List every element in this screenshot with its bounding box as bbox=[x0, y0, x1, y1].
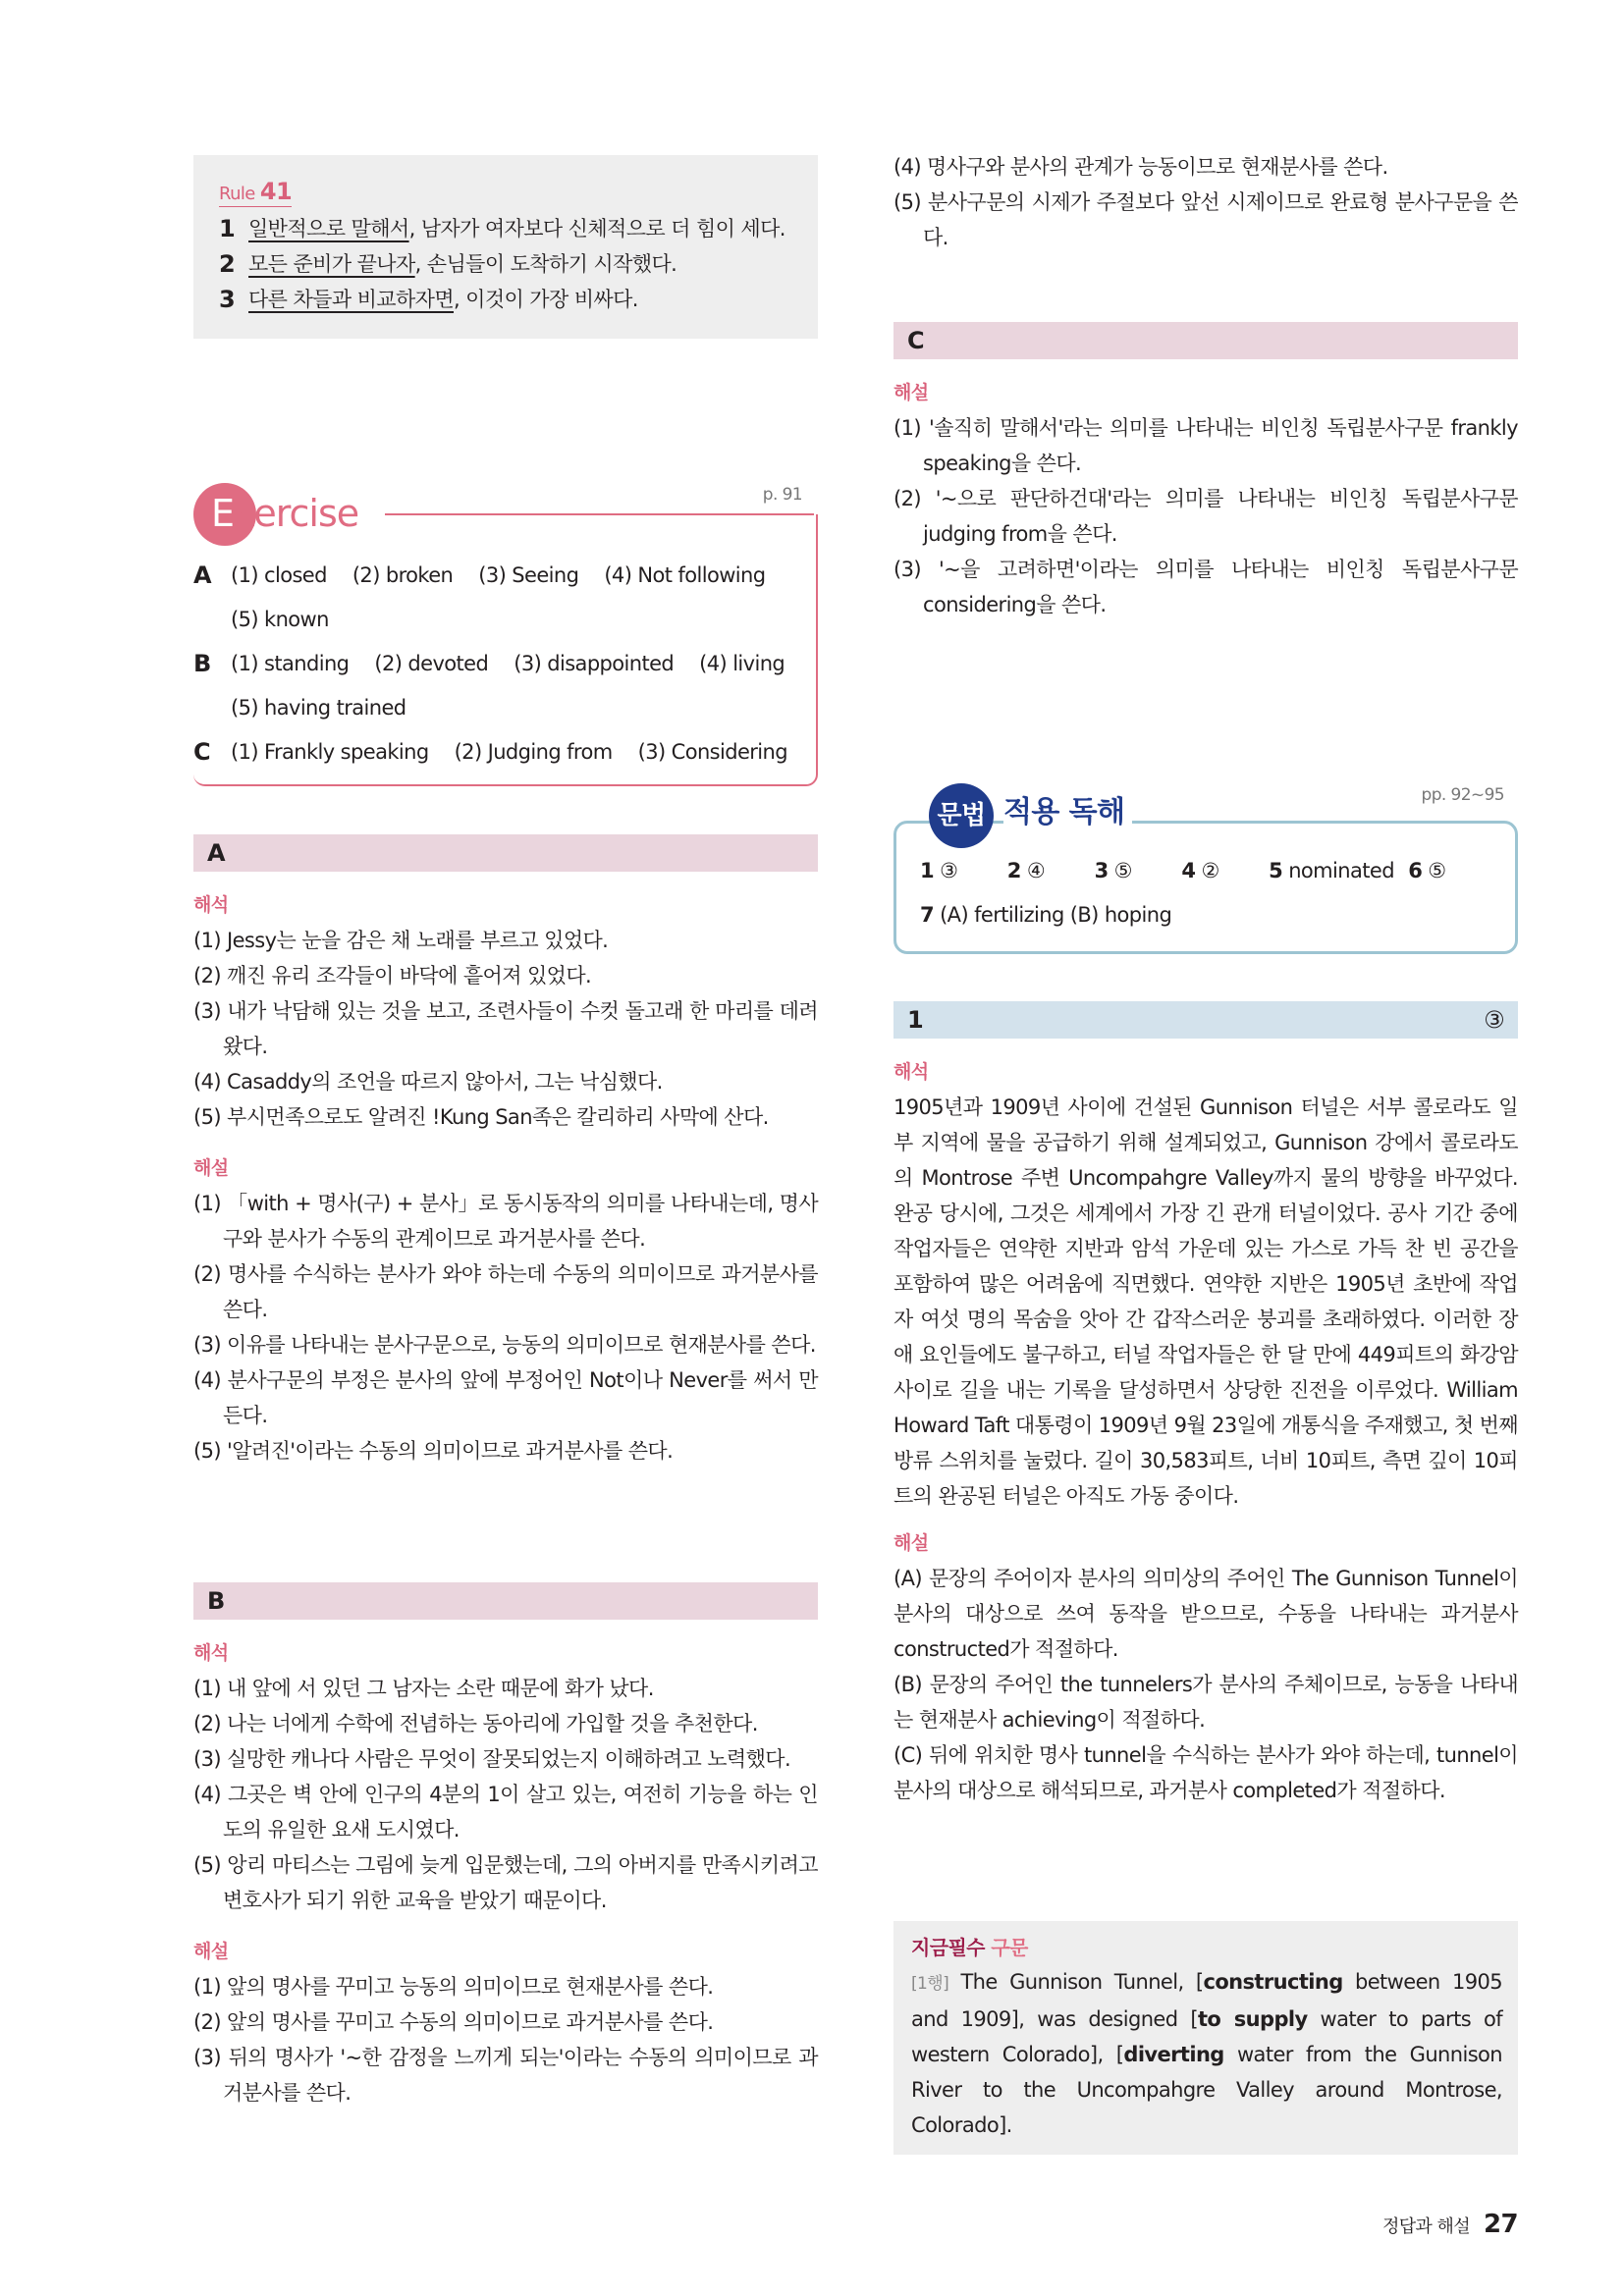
section-header: B bbox=[193, 1582, 818, 1620]
syntax-box bbox=[893, 1921, 1518, 2155]
answer-item: (2) Judging from bbox=[454, 740, 613, 764]
list-item: (1) 앞의 명사를 꾸미고 능동의 의미이므로 현재분사를 쓴다. bbox=[193, 1975, 714, 1999]
list-item: (1) 내 앞에 서 있던 그 남자는 소란 때문에 화가 났다. bbox=[193, 1677, 654, 1700]
syntax-text: [1행] The Gunnison Tunnel, [constructing between 1905 and 1909], was designed [to supply water to parts of western Colorado], [diverting water from the Gunnison River to the Uncompahgre Valley around Montrose, Colorado]. bbox=[911, 1970, 1502, 2137]
rule-line bbox=[219, 211, 792, 246]
answer-item bbox=[1095, 849, 1182, 893]
list-item: (2) 나는 너에게 수학에 전념하는 동아리에 가입할 것을 추천한다. bbox=[193, 1712, 758, 1735]
list-item: (2) 깨진 유리 조각들이 바닥에 흩어져 있었다. bbox=[193, 964, 592, 988]
answer-row: 7 (A) fertilizing (B) hoping bbox=[920, 903, 1172, 927]
underlined-phrase: 다른 차들과 비교하자면 bbox=[248, 288, 455, 311]
page-number: 27 bbox=[1484, 2210, 1518, 2239]
answer-item: (4) living bbox=[699, 652, 785, 675]
exercise-row bbox=[193, 730, 800, 774]
footer bbox=[1382, 2207, 1518, 2245]
underlined-phrase: 일반적으로 말해서 bbox=[248, 217, 409, 240]
answer-item bbox=[1269, 849, 1408, 893]
question-header: 1 ③ bbox=[893, 1001, 1518, 1039]
answer-number: 6 bbox=[1408, 859, 1423, 882]
answer-items bbox=[231, 554, 800, 642]
rule-line bbox=[219, 246, 792, 282]
list-item: (1) '솔직히 말해서'라는 의미를 나타내는 비인칭 독립분사구문 frankly speaking을 쓴다. bbox=[893, 416, 1518, 475]
list-item: (2) 앞의 명사를 꾸미고 수동의 의미이므로 과거분사를 쓴다. bbox=[193, 2010, 714, 2034]
list-item: (1) Jessy는 눈을 감은 채 노래를 부르고 있었다. bbox=[193, 929, 609, 952]
list-item: (3) 이유를 나타내는 분사구문으로, 능동의 의미이므로 현재분사를 쓴다. bbox=[193, 1333, 816, 1357]
answer-item bbox=[920, 849, 1007, 893]
answer-number: 3 bbox=[1094, 859, 1109, 882]
section-b-continued bbox=[893, 149, 1518, 255]
grammar-badge: 문법 bbox=[929, 783, 994, 848]
explanation-label: 해설 bbox=[193, 1157, 229, 1179]
page-ref: pp. 92~95 bbox=[1421, 785, 1504, 805]
answer-value: ⑤ bbox=[1428, 859, 1446, 882]
answer-item: (1) Frankly speaking bbox=[231, 740, 429, 764]
translation-label: 해석 bbox=[193, 894, 229, 916]
exercise-row bbox=[193, 554, 800, 642]
answer-number: 2 bbox=[1006, 859, 1021, 882]
answer-item bbox=[1181, 849, 1269, 893]
list-item: (5) 앙리 마티스는 그림에 늦게 입문했는데, 그의 아버지를 만족시키려고 변호사가 되기 위한 교육을 받았기 때문이다. bbox=[193, 1853, 818, 1912]
rule-box bbox=[193, 155, 818, 339]
line-number: 3 bbox=[219, 286, 236, 313]
answer-items bbox=[231, 730, 800, 774]
syntax-title: 지금필수 구문 bbox=[911, 1936, 1028, 1959]
explanation-label: 해설 bbox=[193, 1941, 229, 1962]
list-item: (A) 문장의 주어이자 분사의 의미상의 주어인 The Gunnison Tunnel이 분사의 대상으로 쓰여 동작을 받으므로, 수동을 나타내는 과거분사 constructed가 적절하다. bbox=[893, 1567, 1518, 1661]
answer-value: ③ bbox=[940, 859, 958, 882]
list-item: (3) 뒤의 명사가 '~한 감정을 느끼게 되는'이라는 수동의 의미이므로 과거분사를 쓴다. bbox=[193, 2046, 818, 2105]
exercise-title: Exercise bbox=[211, 492, 359, 535]
exercise-answers bbox=[193, 514, 818, 786]
exercise-row bbox=[193, 642, 800, 730]
translation-label: 해석 bbox=[193, 1642, 229, 1664]
answer-item: (5) known bbox=[231, 608, 329, 631]
list-item: (5) '알려진'이라는 수동의 의미이므로 과거분사를 쓴다. bbox=[193, 1439, 674, 1463]
answer-item: (1) closed bbox=[231, 563, 327, 587]
list-item: (4) 명사구와 분사의 관계가 능동이므로 현재분사를 쓴다. bbox=[893, 155, 1388, 179]
list-item: (2) '~으로 판단하건대'라는 의미를 나타내는 비인칭 독립분사구문 judging from을 쓴다. bbox=[893, 487, 1518, 546]
answer-item: (3) disappointed bbox=[514, 652, 675, 675]
row-letter: C bbox=[193, 738, 211, 766]
answer-item: (4) Not following bbox=[604, 563, 766, 587]
section-header: A bbox=[193, 834, 818, 872]
translation-text: 1905년과 1909년 사이에 건설된 Gunnison 터널은 서부 콜로라도 일부 지역에 물을 공급하기 위해 설계되었고, Gunnison 강에서 콜로라도의 Montrose 주변 Uncompahgre Valley까지 물의 방향을 바꾸었다. 완공 당시에, 그것은 세계에서 가장 긴 관개 터널이었다. 공사 기간 중에 작업자들은 연약한 지반과 암석 가운데 있는 가스로 가득 찬 빈 공간을 포함하여 많은 어려움에 직면했다. 연약한 지반은 1905년 초반에 작업자 여섯 명의 목숨을 앗아 간 갑작스러운 붕괴를 초래하였다. 이러한 장애 요인들에도 불구하고, 터널 작업자들은 한 달 만에 449피트의 화강암 사이로 길을 내는 기록을 달성하면서 상당한 진전을 이루었다. William Howard Taft 대통령이 1909년 9월 23일에 개통식을 주재했고, 첫 번째 방류 스위치를 눌렀다. 길이 30,583피트, 너비 10피트, 측면 깊이 10피트의 완공된 터널은 아직도 가동 중이다. bbox=[893, 1095, 1518, 1508]
rule-title: Rule 41 bbox=[219, 178, 293, 205]
row-letter: B bbox=[193, 650, 211, 677]
line-number: 2 bbox=[219, 250, 236, 278]
rule-sentence bbox=[248, 211, 785, 246]
sentence-rest: , 이것이 가장 비싸다. bbox=[454, 288, 638, 311]
exercise-section bbox=[193, 483, 818, 786]
explanation-label: 해설 bbox=[893, 1532, 929, 1554]
list-item: (3) '~을 고려하면'이라는 의미를 나타내는 비인칭 독립분사구문 considering을 쓴다. bbox=[893, 558, 1518, 616]
footer-label: 정답과 해설 bbox=[1381, 2216, 1471, 2237]
answer-item: (1) standing bbox=[231, 652, 350, 675]
rule-line bbox=[219, 282, 792, 317]
rule-sentence bbox=[248, 246, 677, 282]
grammar-reading-box bbox=[893, 783, 1518, 954]
answer-value: ② bbox=[1201, 859, 1219, 882]
list-item: (4) Casaddy의 조언을 따르지 않아서, 그는 낙심했다. bbox=[193, 1070, 663, 1094]
answer-item: (3) Considering bbox=[637, 740, 787, 764]
answer-number: 1 bbox=[920, 859, 935, 882]
list-item: (3) 실망한 캐나다 사람은 무엇이 잘못되었는지 이해하려고 노력했다. bbox=[193, 1747, 791, 1771]
underlined-phrase: 모든 준비가 끝나자 bbox=[248, 252, 415, 276]
answer-items bbox=[231, 642, 800, 730]
explanation-label: 해설 bbox=[893, 382, 929, 403]
list-item: (4) 그곳은 벽 안에 인구의 4분의 1이 살고 있는, 여전히 기능을 하는 인도의 유일한 요새 도시였다. bbox=[193, 1783, 818, 1842]
rule-sentence bbox=[248, 282, 638, 317]
answer-item: (3) Seeing bbox=[478, 563, 579, 587]
list-item: (1) 「with + 명사(구) + 분사」로 동시동작의 의미를 나타내는데, 명사구와 분사가 수동의 관계이므로 과거분사를 쓴다. bbox=[193, 1192, 818, 1251]
list-item: (2) 명사를 수식하는 분사가 와야 하는데 수동의 의미이므로 과거분사를 쓴다. bbox=[193, 1262, 818, 1321]
answer-item bbox=[1408, 849, 1495, 893]
line-number: 1 bbox=[219, 215, 236, 242]
sentence-rest: , 손님들이 도착하기 시작했다. bbox=[414, 252, 677, 276]
answer-value: ④ bbox=[1026, 859, 1046, 882]
answer-item bbox=[1007, 849, 1095, 893]
row-letter: A bbox=[193, 561, 211, 589]
answer-number: 4 bbox=[1181, 859, 1196, 882]
grammar-title: 적용 독해 bbox=[1003, 791, 1132, 834]
answer-number: 5 bbox=[1269, 859, 1283, 882]
question-1 bbox=[893, 1001, 1518, 1808]
answer-item: (5) having trained bbox=[231, 696, 406, 720]
sentence-rest: , 남자가 여자보다 신체적으로 더 힘이 세다. bbox=[408, 217, 785, 240]
page-ref: p. 91 bbox=[762, 485, 802, 505]
answer-value: ⑤ bbox=[1113, 859, 1132, 882]
section-a bbox=[193, 834, 818, 1468]
answer-value: nominated bbox=[1288, 859, 1394, 882]
list-item: (C) 뒤에 위치한 명사 tunnel을 수식하는 분사가 와야 하는데, tunnel이 분사의 대상으로 해석되므로, 과거분사 completed가 적절하다. bbox=[893, 1743, 1518, 1802]
list-item: (5) 부시먼족으로도 알려진 !Kung San족은 칼리하리 사막에 산다. bbox=[193, 1105, 769, 1129]
translation-label: 해석 bbox=[893, 1061, 929, 1083]
section-b bbox=[193, 1582, 818, 2110]
list-item: (5) 분사구문의 시제가 주절보다 앞선 시제이므로 완료형 분사구문을 쓴다. bbox=[893, 190, 1518, 249]
list-item: (3) 내가 낙담해 있는 것을 보고, 조련사들이 수컷 돌고래 한 마리를 데려왔다. bbox=[193, 999, 818, 1058]
section-c bbox=[893, 322, 1518, 622]
list-item: (B) 문장의 주어인 the tunnelers가 분사의 주체이므로, 능동을 나타내는 현재분사 achieving이 적절하다. bbox=[893, 1673, 1518, 1732]
answer-item: (2) devoted bbox=[374, 652, 489, 675]
answer-item: (2) broken bbox=[352, 563, 454, 587]
list-item: (4) 분사구문의 부정은 분사의 앞에 부정어인 Not이나 Never를 써서 만든다. bbox=[193, 1368, 818, 1427]
section-header: C bbox=[893, 322, 1518, 359]
